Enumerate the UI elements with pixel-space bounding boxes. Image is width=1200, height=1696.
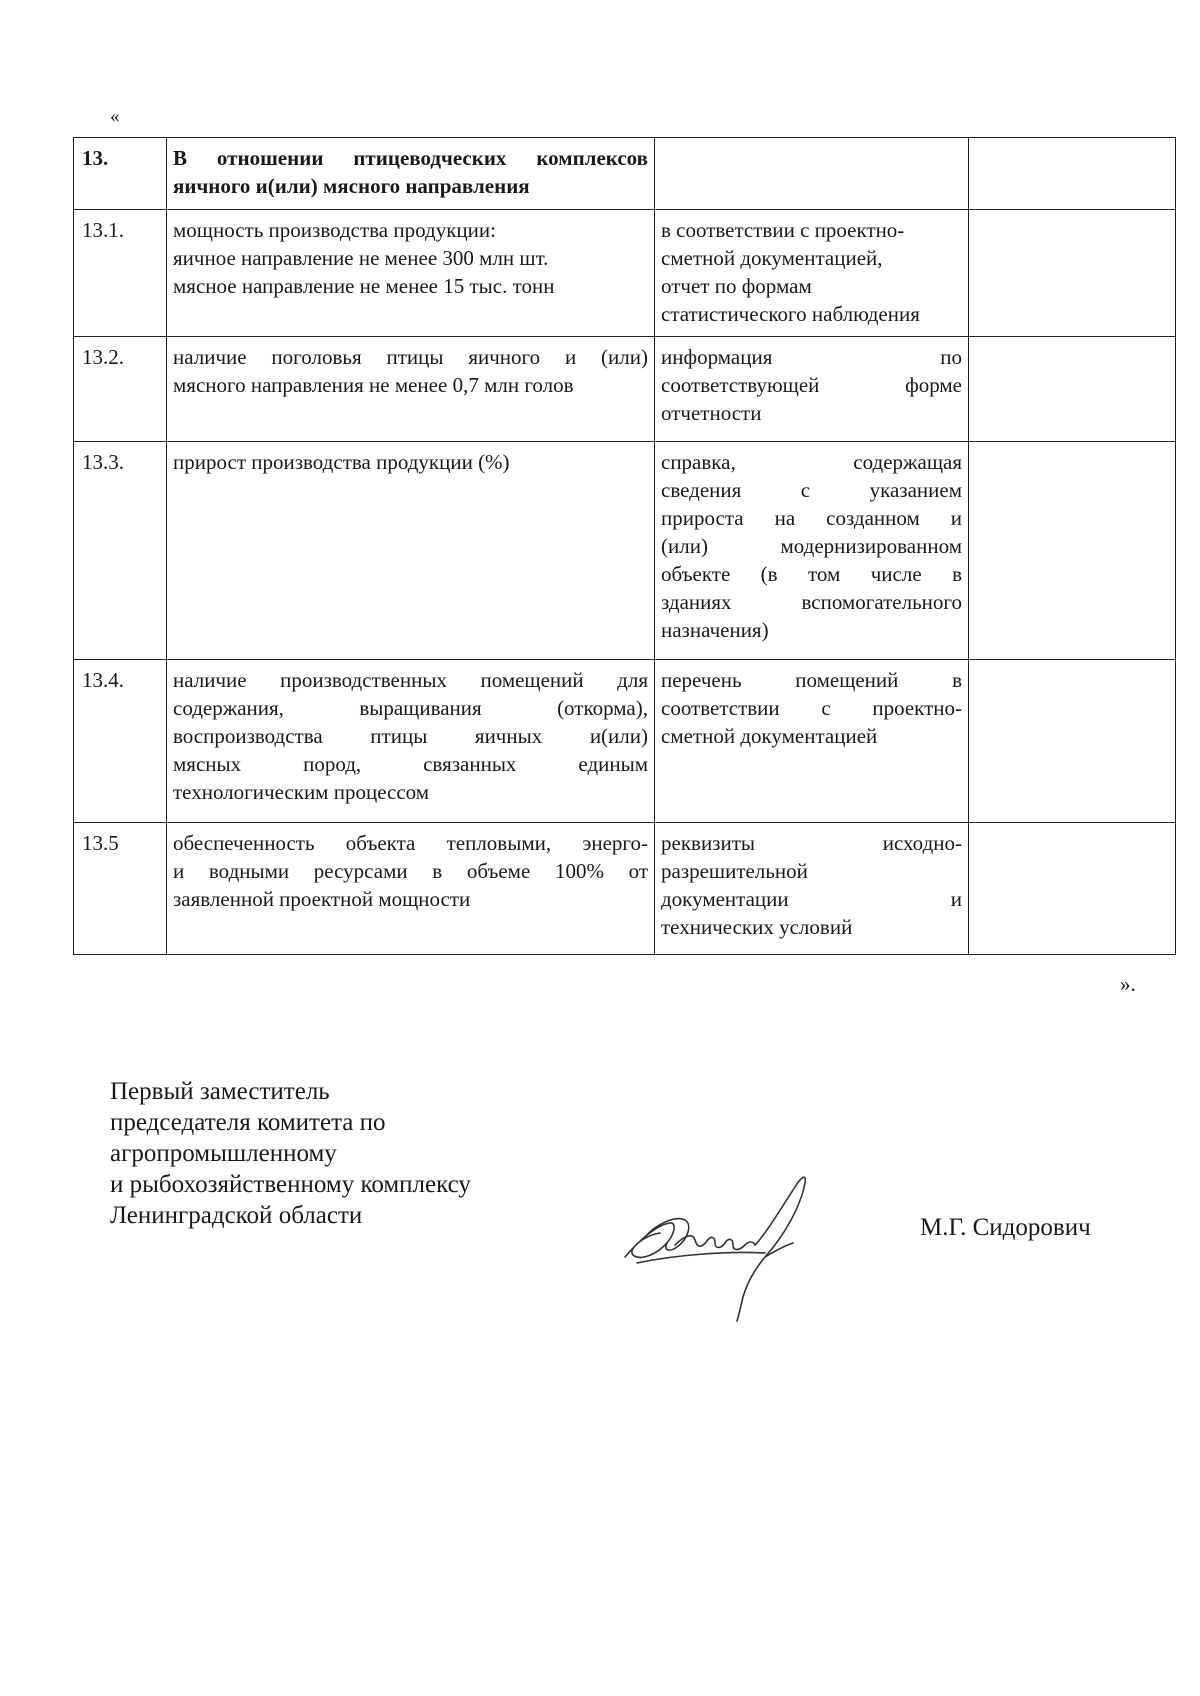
criterion-line: обеспеченность объекта тепловыми, энерго- (173, 831, 648, 855)
table-row (74, 337, 1176, 442)
criterion-line: воспроизводства птицы яичных и(или) (173, 724, 648, 748)
criterion-line: яичное направление не менее 300 млн шт. (173, 246, 549, 270)
signatory-title-line: агропромышленному (110, 1140, 337, 1167)
criterion-cell (167, 823, 655, 955)
criterion-line: заявленной проектной мощности (173, 887, 471, 911)
document-cell (655, 337, 969, 442)
row-number: 13.3. (74, 442, 167, 660)
criterion-line: мясных пород, связанных единым (173, 752, 648, 776)
document-line: отчетности (661, 401, 762, 425)
document-line: реквизиты исходно- (661, 831, 962, 855)
criterion-cell (167, 442, 655, 660)
document-line: соответствии с проектно- (661, 696, 962, 720)
table-row (74, 210, 1176, 337)
document-line: соответствующей форме (661, 373, 962, 397)
criterion-line: В отношении птицеводческих комплексов (173, 146, 648, 170)
signatory-name: М.Г. Сидорович (920, 1214, 1091, 1241)
table-row (74, 138, 1176, 210)
criterion-cell (167, 337, 655, 442)
document-line: перечень помещений в (661, 668, 962, 692)
table-row (74, 660, 1176, 823)
document-line: отчет по формам (661, 274, 812, 298)
document-line: информация по (661, 345, 962, 369)
signatory-title-line: Первый заместитель (110, 1078, 330, 1105)
empty-cell (969, 660, 1176, 823)
document-line: назначения) (661, 618, 769, 642)
document-line: статистического наблюдения (661, 302, 920, 326)
document-line: сметной документацией, (661, 246, 883, 270)
closing-quote-mark: ». (1120, 972, 1136, 996)
criterion-line: технологическим процессом (173, 780, 430, 804)
criterion-line: мясного направления не менее 0,7 млн голов (173, 373, 574, 397)
document-cell (655, 210, 969, 337)
criterion-cell (167, 138, 655, 210)
document-line: (или) модернизированном (661, 534, 962, 558)
document-line: технических условий (661, 915, 853, 939)
empty-cell (969, 337, 1176, 442)
criterion-line: наличие производственных помещений для (173, 668, 648, 692)
criterion-line: наличие поголовья птицы яичного и (или) (173, 345, 648, 369)
document-cell (655, 660, 969, 823)
document-line: прироста на созданном и (661, 506, 962, 530)
document-line: документации и (661, 887, 962, 911)
table-row (74, 823, 1176, 955)
document-line: объекте (в том числе в (661, 562, 962, 586)
document-cell (655, 823, 969, 955)
criterion-line: яичного и(или) мясного направления (173, 174, 530, 198)
document-line: в соответствии с проектно- (661, 218, 905, 242)
criterion-line: и водными ресурсами в объеме 100% от (173, 859, 648, 883)
criterion-line: мясное направление не менее 15 тыс. тонн (173, 274, 555, 298)
handwritten-signature (615, 1165, 855, 1325)
criterion-cell (167, 660, 655, 823)
row-number: 13. (74, 138, 167, 210)
signatory-title-line: и рыбохозяйственному комплексу (110, 1171, 471, 1198)
row-number: 13.1. (74, 210, 167, 337)
document-cell (655, 442, 969, 660)
row-number: 13.5 (74, 823, 167, 955)
document-line: разрешительной (661, 859, 808, 883)
document-line: сметной документацией (661, 724, 878, 748)
table-row (74, 442, 1176, 660)
signatory-title-line: Ленинградской области (110, 1202, 363, 1229)
opening-quote-mark: « (110, 106, 120, 127)
empty-cell (969, 442, 1176, 660)
document-line: справка, содержащая (661, 450, 962, 474)
criterion-line: мощность производства продукции: (173, 218, 496, 242)
criterion-line: содержания, выращивания (откорма), (173, 696, 648, 720)
signatory-title-line: председателя комитета по (110, 1109, 386, 1136)
criterion-line: прирост производства продукции (%) (173, 450, 510, 474)
criterion-cell (167, 210, 655, 337)
empty-cell (969, 823, 1176, 955)
signatory-title (110, 1076, 471, 1231)
row-number: 13.2. (74, 337, 167, 442)
document-line: зданиях вспомогательного (661, 590, 962, 614)
criteria-table (73, 137, 1176, 955)
empty-cell (969, 210, 1176, 337)
document-line: сведения с указанием (661, 478, 962, 502)
document-cell (655, 138, 969, 210)
row-number: 13.4. (74, 660, 167, 823)
empty-cell (969, 138, 1176, 210)
